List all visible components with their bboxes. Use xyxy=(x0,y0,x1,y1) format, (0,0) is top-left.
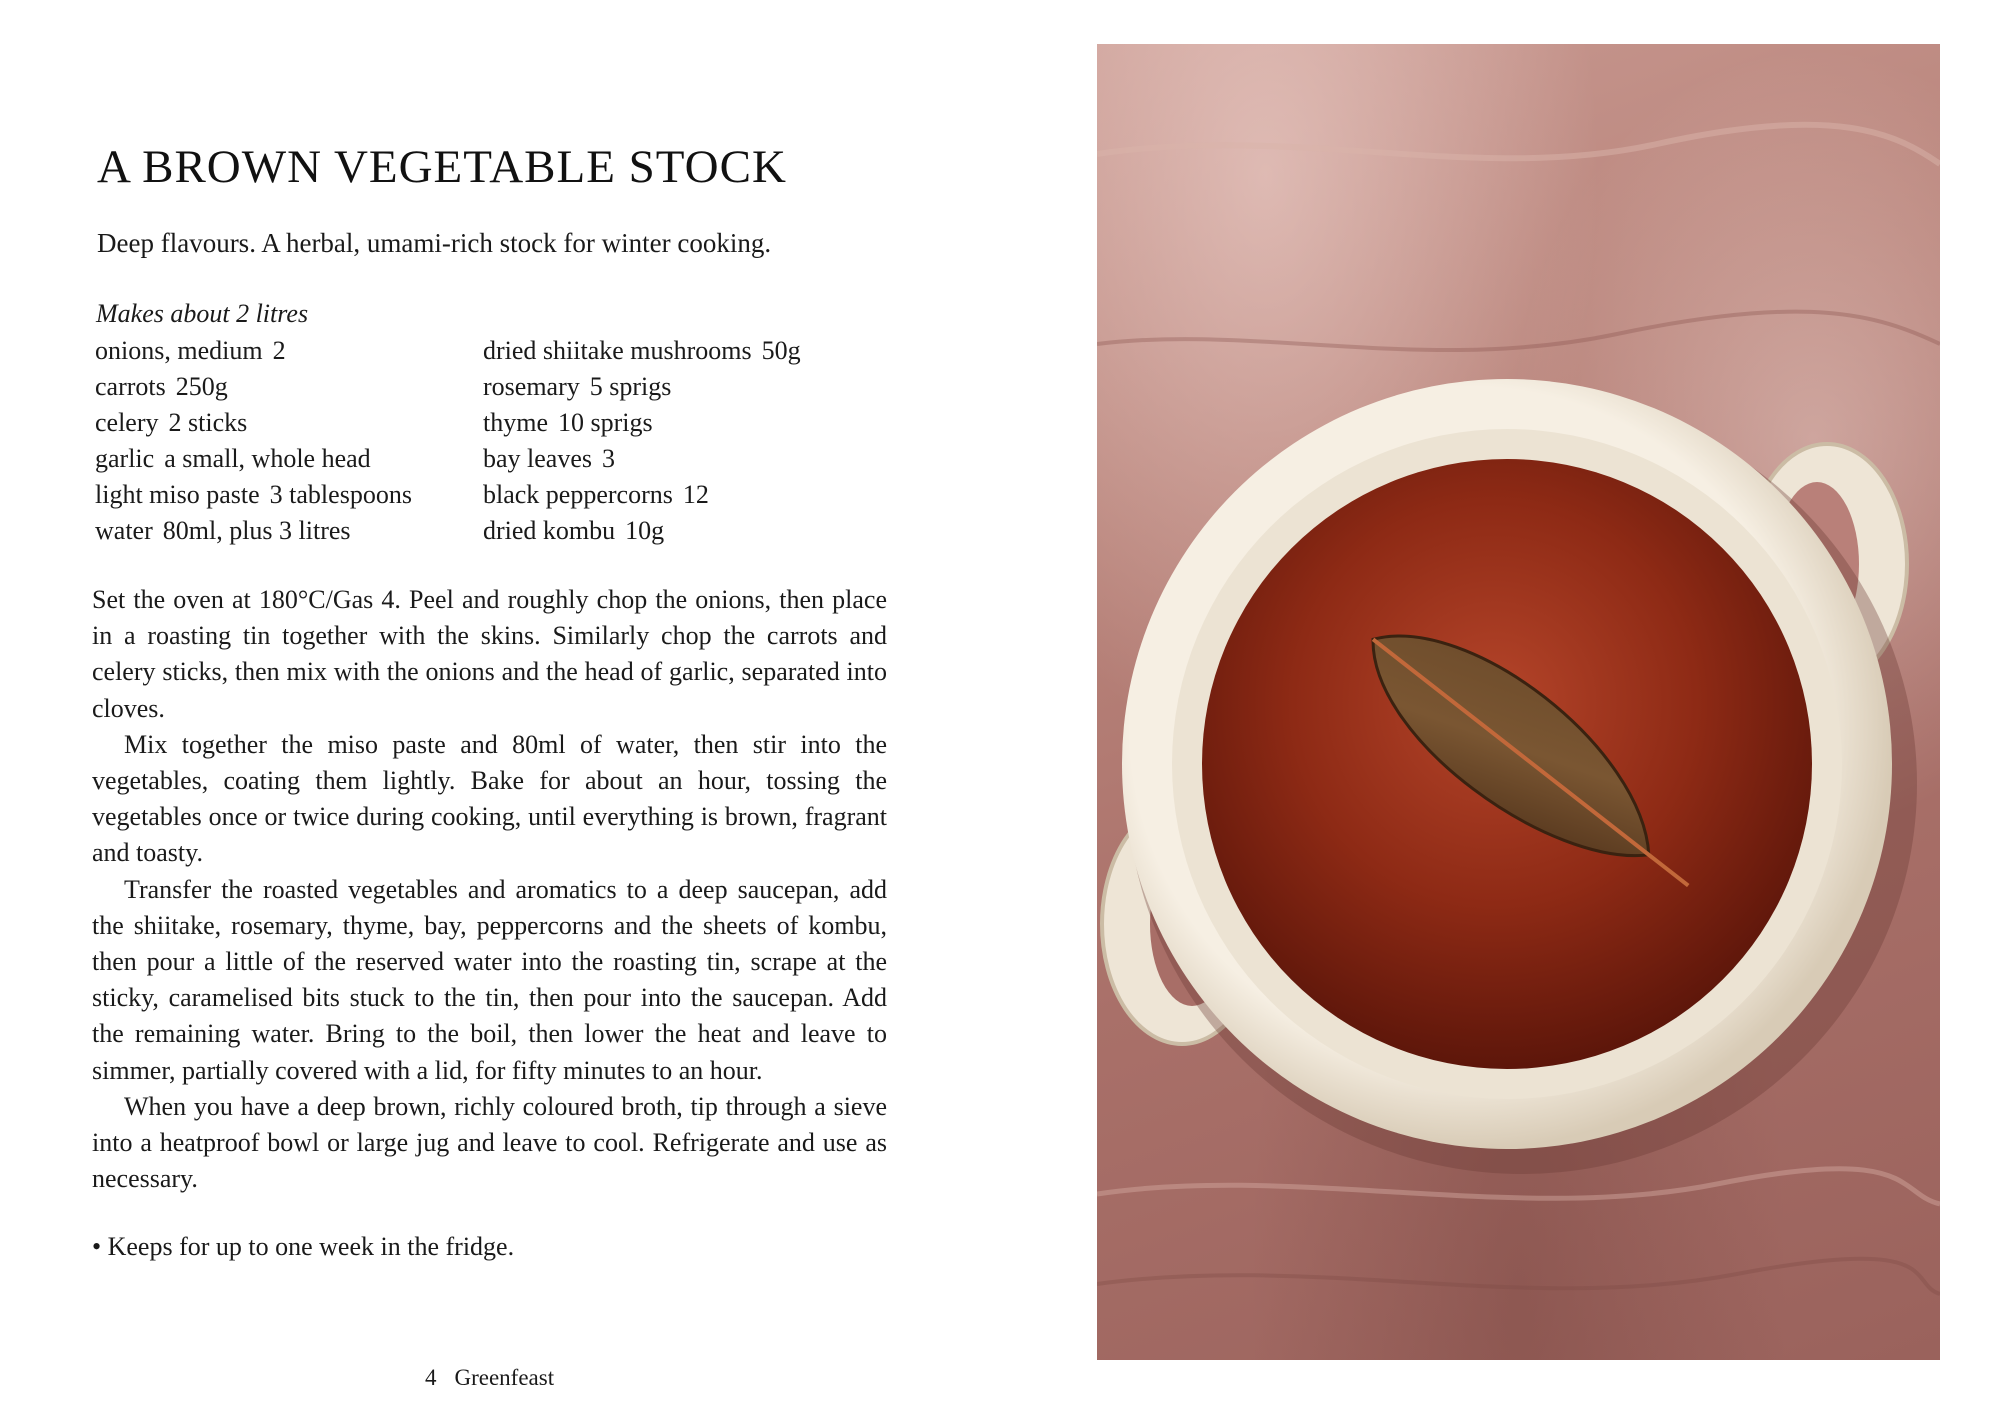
recipe-intro: Deep flavours. A herbal, umami-rich stock for winter cooking. xyxy=(97,228,772,258)
storage-note: • Keeps for up to one week in the fridge. xyxy=(92,1232,515,1261)
ingredient-item: onions, medium 2 xyxy=(95,336,286,365)
ingredient-item: black peppercorns 12 xyxy=(483,480,709,509)
ingredient-item: light miso paste 3 tablespoons xyxy=(95,480,412,509)
book-title: Greenfeast xyxy=(454,1365,555,1390)
ingredient-item: rosemary 5 sprigs xyxy=(483,372,672,401)
ingredient-item: thyme 10 sprigs xyxy=(483,408,653,437)
method-paragraph: Mix together the miso paste and 80ml of water, then stir into the vegetables, coating them lightly. Bake for about an hour, tossing the vegetables once or twice during cooking, until everything is brown, fragrant and toasty. xyxy=(92,729,887,868)
ingredient-item: garlic a small, whole head xyxy=(95,444,371,473)
photo-illustration xyxy=(1097,44,1940,1360)
page-footer xyxy=(425,1365,554,1391)
ingredient-item: carrots 250g xyxy=(95,372,228,401)
method-paragraph: Transfer the roasted vegetables and aromatics to a deep saucepan, add the shiitake, rosemary, thyme, bay, peppercorns and the sheets of kombu, then pour a little of the reserved water into the roasting tin, scrape at the sticky, caramelised bits stuck to the tin, then pour into the saucepan. Add the remaining water. Bring to the boil, then lower the heat and leave to simmer, partially covered with a lid, for fifty minutes to an hour. xyxy=(92,874,887,1085)
method-paragraph: Set the oven at 180°C/Gas 4. Peel and roughly chop the onions, then place in a roasting tin together with the skins. Similarly chop the carrots and celery sticks, then mix with the onions and the head of garlic, separated into cloves. xyxy=(92,585,887,723)
ingredients-column-1 xyxy=(95,333,412,549)
stock-bowl-photo xyxy=(1097,44,1940,1360)
recipe-yield: Makes about 2 litres xyxy=(96,299,309,328)
method-paragraph: When you have a deep brown, richly coloured broth, tip through a sieve into a heatproof bowl or large jug and leave to cool. Refrigerate and use as necessary. xyxy=(92,1091,887,1194)
ingredient-item: bay leaves 3 xyxy=(483,444,616,473)
ingredients-column-2 xyxy=(483,333,801,549)
recipe-title: A BROWN VEGETABLE STOCK xyxy=(97,141,787,193)
ingredient-item: dried kombu 10g xyxy=(483,516,665,545)
page-number: 4 xyxy=(425,1365,437,1390)
ingredient-item: celery 2 sticks xyxy=(95,408,248,437)
ingredient-item: water 80ml, plus 3 litres xyxy=(95,516,351,545)
recipe-method xyxy=(92,582,887,1197)
ingredient-item: dried shiitake mushrooms 50g xyxy=(483,336,801,365)
